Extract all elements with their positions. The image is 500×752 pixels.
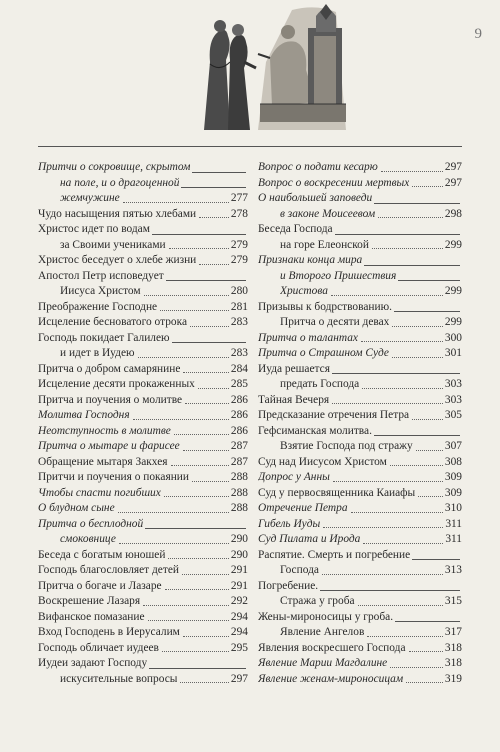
toc-entry-title: Иудеи задают Господу xyxy=(38,657,148,669)
toc-entry-title: Отречение Петра xyxy=(258,502,348,514)
dot-leader xyxy=(409,651,443,652)
toc-page-number: 283 xyxy=(230,316,248,328)
toc-entry-title: Тайная Вечеря xyxy=(258,393,330,406)
toc-entry xyxy=(258,300,462,331)
toc-page-number: 309 xyxy=(444,486,462,499)
toc-entry-title: Явление женам-мироносицам xyxy=(258,672,404,685)
toc-entry-title: и идет в Иудею xyxy=(60,347,135,359)
dot-leader xyxy=(148,620,229,621)
toc-page-number: 290 xyxy=(230,533,248,545)
toc-entry-title: на поле, и о драгоценной xyxy=(60,176,180,189)
toc-entry xyxy=(38,594,248,610)
toc-entry xyxy=(258,517,462,533)
line-rule xyxy=(145,528,246,529)
toc-page-number: 299 xyxy=(444,285,462,297)
toc-entry-title: Господь обличает иудеев xyxy=(38,641,159,654)
dot-leader xyxy=(162,651,229,652)
toc-entry xyxy=(38,300,248,316)
toc-page-number: 315 xyxy=(444,595,462,607)
toc-entry-title: Исцеление бесноватого отрока xyxy=(38,316,188,328)
toc-entry-title: Притча о мытаре и фарисее xyxy=(38,440,180,452)
toc-entry xyxy=(38,579,248,595)
toc-entry xyxy=(38,439,248,455)
toc-page-number: 280 xyxy=(230,285,248,297)
dot-leader xyxy=(165,589,229,590)
toc-entry-title: искусительные вопросы xyxy=(60,672,178,685)
dot-leader xyxy=(119,543,229,544)
dot-leader xyxy=(138,357,229,358)
toc-entry xyxy=(38,408,248,424)
toc-entry xyxy=(38,424,248,440)
dot-leader xyxy=(174,434,229,435)
toc-entry xyxy=(38,501,248,517)
toc-page-number: 313 xyxy=(444,564,462,576)
toc-page-number: 283 xyxy=(230,347,248,359)
dot-leader xyxy=(333,481,443,482)
toc-page-number: 279 xyxy=(230,238,248,251)
line-rule xyxy=(374,435,460,436)
toc-entry xyxy=(258,486,462,502)
page-number: 9 xyxy=(474,26,482,42)
dot-leader xyxy=(171,465,229,466)
toc-page-number: 303 xyxy=(444,393,462,406)
toc-entry xyxy=(258,160,462,176)
line-rule xyxy=(149,668,246,669)
toc-entry xyxy=(38,207,248,223)
toc-page-number: 286 xyxy=(230,424,248,437)
dot-leader xyxy=(182,574,229,575)
toc-entry-title: Призывы к бодрствованию. xyxy=(258,300,392,313)
dot-leader xyxy=(416,450,443,451)
dot-leader xyxy=(123,202,229,203)
dot-leader xyxy=(118,512,229,513)
toc-page-number: 287 xyxy=(230,440,248,452)
toc-entry-title: Господь покидает Галилею xyxy=(38,331,170,344)
header-rule xyxy=(38,146,462,147)
line-rule xyxy=(192,172,246,173)
dot-leader xyxy=(361,341,443,342)
toc-entry xyxy=(258,222,462,253)
toc-entry xyxy=(38,362,248,378)
toc-entry-title: предать Господа xyxy=(280,378,360,390)
toc-page-number: 288 xyxy=(230,486,248,499)
toc-entry xyxy=(258,656,462,672)
toc-entry xyxy=(258,393,462,409)
toc-entry-title: Иуда решается xyxy=(258,362,330,375)
line-rule xyxy=(398,280,460,281)
dot-leader xyxy=(418,496,443,497)
dot-leader xyxy=(363,543,443,544)
toc-entry xyxy=(38,455,248,471)
toc-entry-title: Притча о десяти девах xyxy=(280,316,390,328)
toc-entry-title: Воскрешение Лазаря xyxy=(38,595,141,607)
toc-page-number: 317 xyxy=(444,626,462,638)
dot-leader xyxy=(180,682,228,683)
toc-entry-title: Гибель Иуды xyxy=(258,517,321,530)
toc-entry xyxy=(38,656,248,687)
toc-page-number: 299 xyxy=(444,316,462,328)
toc-entry-title: Стража у гроба xyxy=(280,595,355,607)
toc-page-number: 318 xyxy=(444,641,462,654)
line-rule xyxy=(364,265,460,266)
dot-leader xyxy=(390,465,443,466)
toc-entry-title: Чудо насыщения пятью хлебами xyxy=(38,207,197,220)
toc-entry xyxy=(258,672,462,688)
dot-leader xyxy=(192,481,229,482)
dot-leader xyxy=(168,558,228,559)
toc-entry-title: Беседа с богатым юношей xyxy=(38,548,166,561)
line-rule xyxy=(320,590,460,591)
toc-entry-title: Погребение. xyxy=(258,579,319,592)
toc-page-number: 294 xyxy=(230,626,248,638)
toc-entry-title: Притча о богаче и Лазаре xyxy=(38,579,162,592)
dot-leader xyxy=(358,605,443,606)
toc-entry xyxy=(258,641,462,657)
toc-entry-title: Молитва Господня xyxy=(38,409,130,421)
dot-leader xyxy=(199,217,229,218)
toc-page-number: 319 xyxy=(444,672,462,685)
toc-entry-title: смоковнице xyxy=(60,533,116,545)
toc-page-number: 310 xyxy=(444,502,462,514)
toc-entry-title: О блудном сыне xyxy=(38,502,115,514)
dot-leader xyxy=(160,310,229,311)
toc-entry-title: Чтобы спасти погибших xyxy=(38,486,161,499)
toc-entry-title: жемчужине xyxy=(60,192,120,204)
dot-leader xyxy=(412,419,443,420)
dot-leader xyxy=(198,388,229,389)
toc-page-number: 290 xyxy=(230,548,248,561)
toc-page-number: 286 xyxy=(230,409,248,421)
dot-leader xyxy=(183,450,229,451)
toc-entry-title: Взятие Господа под стражу xyxy=(280,440,413,452)
dot-leader xyxy=(378,217,443,218)
dot-leader xyxy=(367,636,443,637)
toc-entry xyxy=(258,579,462,610)
toc-entry-title: в законе Моисеевом xyxy=(280,207,376,220)
line-rule xyxy=(394,311,460,312)
toc-entry-title: Христова xyxy=(280,285,328,297)
toc-entry xyxy=(38,610,248,626)
dot-leader xyxy=(362,388,443,389)
toc-page-number: 295 xyxy=(230,641,248,654)
toc-entry xyxy=(258,346,462,362)
toc-entry xyxy=(258,424,462,455)
toc-page-number: 308 xyxy=(444,455,462,468)
dot-leader xyxy=(381,171,443,172)
toc-page-number: 300 xyxy=(444,331,462,344)
toc-page-number: 294 xyxy=(230,610,248,623)
toc-entry-title: Гефсиманская молитва. xyxy=(258,424,372,437)
toc-page-number: 291 xyxy=(230,564,248,576)
toc-page-number: 301 xyxy=(444,347,462,359)
dot-leader xyxy=(183,636,229,637)
dot-leader xyxy=(412,186,443,187)
toc-page-number: 311 xyxy=(445,517,462,530)
dot-leader xyxy=(183,372,229,373)
toc-entry xyxy=(258,470,462,486)
toc-entry-title: Христос идет по водам xyxy=(38,223,150,235)
toc-entry xyxy=(38,517,248,548)
toc-page-number: 291 xyxy=(230,579,248,592)
toc-entry-title: О наибольшей заповеди xyxy=(258,192,373,204)
toc-entry-title: Господа xyxy=(280,564,319,576)
toc-entry-title: за Своими учениками xyxy=(60,238,166,251)
toc-page-number: 279 xyxy=(230,254,248,266)
toc-entry-title: Христос беседует о хлебе жизни xyxy=(38,254,197,266)
toc-entry-title: Распятие. Смерть и погребение xyxy=(258,548,411,561)
dot-leader xyxy=(133,419,229,420)
dot-leader xyxy=(164,496,229,497)
dot-leader xyxy=(199,264,229,265)
toc-entry xyxy=(258,455,462,471)
toc-page-number: 288 xyxy=(230,471,248,483)
dot-leader xyxy=(392,326,443,327)
toc-entry-title: Исцеление десяти прокаженных xyxy=(38,378,195,390)
dot-leader xyxy=(372,248,443,249)
line-rule xyxy=(374,203,460,204)
toc-entry xyxy=(38,331,248,362)
toc-entry-title: Вифанское помазание xyxy=(38,610,145,623)
line-rule xyxy=(166,280,246,281)
toc-entry xyxy=(258,253,462,300)
toc-page-number: 297 xyxy=(444,161,462,173)
toc-entry-title: Притча и поучения о молитве xyxy=(38,393,183,406)
toc-entry-title: Явление Марии Магдалине xyxy=(258,657,388,669)
dot-leader xyxy=(323,527,443,528)
toc-entry-title: Допрос у Анны xyxy=(258,471,330,483)
toc-entry-title: Предсказание отречения Петра xyxy=(258,409,410,421)
toc-entry xyxy=(38,253,248,269)
toc-entry-title: Вопрос о воскресении мертвых xyxy=(258,176,410,189)
toc-entry xyxy=(258,501,462,517)
toc-entry-title: Признаки конца мира xyxy=(258,254,363,266)
toc-entry xyxy=(38,486,248,502)
toc-entry-title: Явления воскресшего Господа xyxy=(258,641,406,654)
dot-leader xyxy=(390,667,443,668)
toc-entry xyxy=(38,393,248,409)
dot-leader xyxy=(144,295,229,296)
toc-entry xyxy=(258,331,462,347)
toc-page-number: 292 xyxy=(230,595,248,607)
toc-entry-title: Иисуса Христом xyxy=(60,285,141,297)
toc-entry-title: Притча о Страшном Суде xyxy=(258,347,389,359)
toc-entry-title: Беседа Господа xyxy=(258,223,333,235)
dot-leader xyxy=(332,403,443,404)
toc-entry xyxy=(258,548,462,579)
toc-entry xyxy=(258,610,462,641)
dot-leader xyxy=(322,574,443,575)
toc-entry xyxy=(258,191,462,222)
dot-leader xyxy=(190,326,229,327)
toc-page-number: 311 xyxy=(445,533,462,545)
dot-leader xyxy=(351,512,443,513)
toc-page-number: 297 xyxy=(230,672,248,685)
line-rule xyxy=(395,621,460,622)
toc-entry xyxy=(38,222,248,253)
toc-entry-title: Жены-мироносицы у гроба. xyxy=(258,610,394,623)
toc-entry xyxy=(38,470,248,486)
line-rule xyxy=(172,342,246,343)
toc-page-number: 284 xyxy=(230,362,248,375)
toc-page-number: 303 xyxy=(444,378,462,390)
toc-entry-title: на горе Елеонской xyxy=(280,238,369,251)
toc-entry-title: Преображение Господне xyxy=(38,300,158,313)
dot-leader xyxy=(331,295,443,296)
toc-right-column xyxy=(258,160,462,687)
dot-leader xyxy=(406,682,443,683)
dot-leader xyxy=(392,357,443,358)
toc-page-number: 305 xyxy=(444,409,462,421)
toc-entry xyxy=(38,625,248,641)
toc-page-number: 288 xyxy=(230,502,248,514)
toc-entry-title: и Второго Пришествия xyxy=(280,269,397,282)
toc-page-number: 287 xyxy=(230,455,248,468)
icon-illustration xyxy=(196,2,364,132)
toc-entry xyxy=(258,532,462,548)
toc-entry-title: Суд у первосвященника Каиафы xyxy=(258,486,416,499)
toc-page-number: 285 xyxy=(230,378,248,390)
toc-page-number: 286 xyxy=(230,393,248,406)
line-rule xyxy=(332,373,460,374)
line-rule xyxy=(335,234,460,235)
toc-page-number: 277 xyxy=(230,192,248,204)
dot-leader xyxy=(185,403,229,404)
toc-entry xyxy=(38,160,248,207)
toc-entry-title: Вход Господень в Иерусалим xyxy=(38,626,180,638)
toc-page-number: 307 xyxy=(444,440,462,452)
toc-page-number: 281 xyxy=(230,300,248,313)
toc-entry xyxy=(38,548,248,564)
line-rule xyxy=(181,187,246,188)
toc-page-number: 299 xyxy=(444,238,462,251)
line-rule xyxy=(152,234,246,235)
toc-left-column xyxy=(38,160,248,687)
toc-entry xyxy=(258,176,462,192)
toc-entry xyxy=(38,641,248,657)
dot-leader xyxy=(169,248,229,249)
toc-entry-title: Суд над Иисусом Христом xyxy=(258,455,387,468)
toc-entry-title: Суд Пилата и Ирода xyxy=(258,533,361,545)
toc-page-number: 309 xyxy=(444,471,462,483)
toc-entry xyxy=(38,563,248,579)
toc-page-number: 318 xyxy=(444,657,462,669)
toc-entry-title: Вопрос о подати кесарю xyxy=(258,161,378,173)
toc-page-number: 297 xyxy=(444,176,462,189)
toc-page-number: 278 xyxy=(230,207,248,220)
toc-entry-title: Притча о бесплодной xyxy=(38,517,144,530)
line-rule xyxy=(412,559,460,560)
toc-entry xyxy=(38,315,248,331)
toc-entry xyxy=(38,269,248,300)
toc-entry xyxy=(38,377,248,393)
toc-page-number: 298 xyxy=(444,207,462,220)
toc-entry-title: Апостол Петр исповедует xyxy=(38,269,164,282)
dot-leader xyxy=(143,605,229,606)
toc-entry-title: Неотступность в молитве xyxy=(38,424,171,437)
toc-entry xyxy=(258,362,462,393)
toc-entry-title: Господь благословляет детей xyxy=(38,564,179,576)
toc-entry-title: Притчи о сокровище, скрытом xyxy=(38,161,191,173)
toc-entry xyxy=(258,408,462,424)
toc-entry-title: Притча о добром самарянине xyxy=(38,362,181,375)
toc-entry-title: Обращение мытаря Закхея xyxy=(38,455,168,468)
toc-entry-title: Притчи и поучения о покаянии xyxy=(38,471,190,483)
toc-entry-title: Явление Ангелов xyxy=(280,626,365,638)
toc-entry-title: Притча о талантах xyxy=(258,331,358,344)
